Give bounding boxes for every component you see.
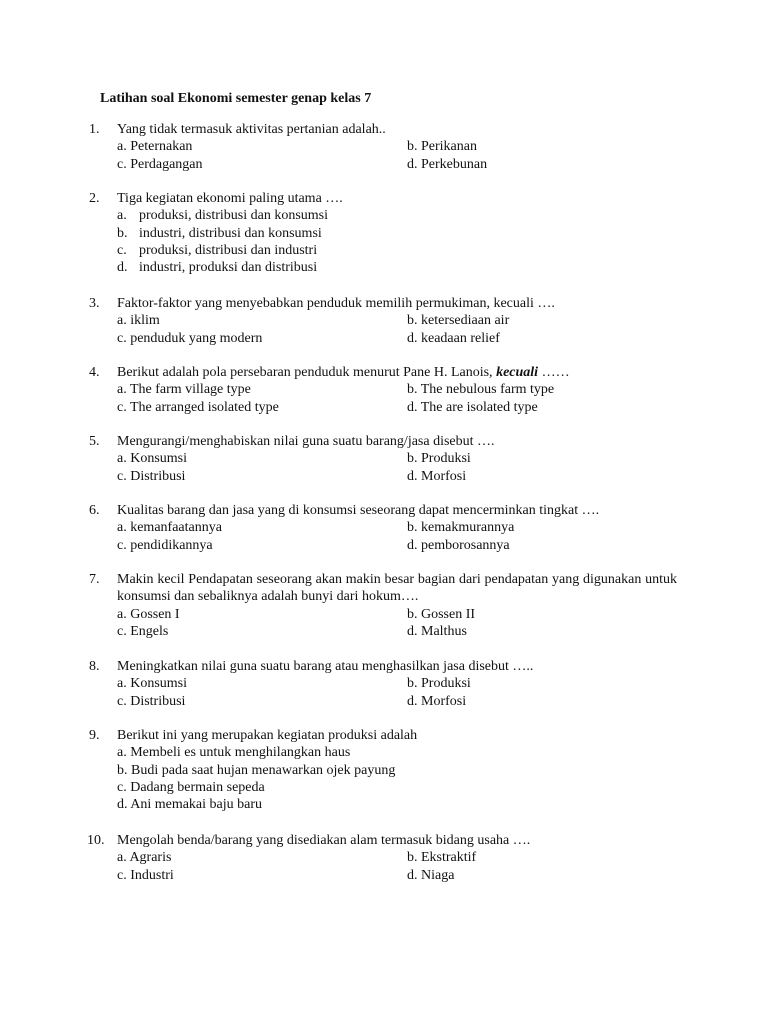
option-a: a. Gossen I: [117, 606, 180, 622]
option-c: c. pendidikannya: [117, 537, 213, 553]
question-number: 2.: [89, 191, 100, 206]
question-stem: Meningkatkan nilai guna suatu barang atau menghasilkan jasa disebut …..: [117, 659, 534, 674]
option-b: b. Ekstraktif: [407, 850, 477, 866]
option-b: b. ketersediaan air: [407, 313, 510, 329]
option-b: b. The nebulous farm type: [407, 382, 555, 398]
option-c: c. Engels: [117, 623, 169, 639]
option-c: c. Distribusi: [117, 468, 186, 484]
option-a: a. iklim: [117, 313, 160, 329]
option-c: c. Distribusi: [117, 693, 186, 709]
question-number: 6.: [89, 503, 100, 518]
question-number: 5.: [89, 434, 100, 449]
option-d: d. Perkebunan: [407, 156, 488, 172]
stem-keyword: kecuali: [496, 365, 539, 380]
option-d: d. pemborosannya: [407, 537, 510, 553]
option-letter: a.: [117, 208, 127, 224]
question-stem: Berikut ini yang merupakan kegiatan produksi adalah: [117, 728, 418, 743]
option-c: c. Industri: [117, 867, 174, 883]
stem-text: Berikut adalah pola persebaran penduduk menurut Pane H. Lanois,: [117, 365, 497, 380]
question-number: 7.: [89, 572, 100, 587]
question-number: 8.: [89, 659, 100, 674]
option-b: b. Produksi: [407, 451, 471, 467]
question-stem: Faktor-faktor yang menyebabkan penduduk memilih permukiman, kecuali ….: [117, 296, 555, 311]
option-d: d. keadaan relief: [407, 330, 500, 346]
question-number: 10.: [87, 833, 105, 848]
option-text: industri, distribusi dan konsumsi: [139, 225, 322, 241]
option-letter: d.: [117, 260, 128, 276]
question-stem: Makin kecil Pendapatan seseorang akan makin besar bagian dari pendapatan yang digunakan untuk konsumsi dan sebaliknya adalah bunyi dari hokum….: [117, 572, 677, 605]
worksheet-title: Latihan soal Ekonomi semester genap kelas 7: [100, 91, 372, 106]
question-stem: [117, 364, 677, 381]
question-stem: Mengolah benda/barang yang disediakan alam termasuk bidang usaha ….: [117, 833, 531, 848]
option-text: industri, produksi dan distribusi: [139, 260, 318, 276]
option-a: a. The farm village type: [117, 382, 251, 398]
option-d: d. Morfosi: [407, 693, 467, 709]
question-number: 4.: [89, 365, 100, 380]
option-b: b. Gossen II: [407, 606, 476, 622]
question-number: 1.: [89, 122, 100, 137]
option-d: d. Malthus: [407, 623, 467, 639]
question-stem: Yang tidak termasuk aktivitas pertanian adalah..: [117, 122, 386, 137]
option-c: c. The arranged isolated type: [117, 399, 279, 415]
option-d: d. Morfosi: [407, 468, 467, 484]
question-stem: Kualitas barang dan jasa yang di konsumsi seseorang dapat mencerminkan tingkat ….: [117, 503, 600, 518]
stem-ellipsis: ……: [538, 365, 570, 380]
option-letter: c.: [117, 242, 127, 258]
option-c: c. Dadang bermain sepeda: [117, 779, 265, 795]
option-b: b. kemakmurannya: [407, 520, 515, 536]
question-stem: Mengurangi/menghabiskan nilai guna suatu barang/jasa disebut ….: [117, 434, 495, 449]
option-b: b. Perikanan: [407, 139, 477, 155]
option-d: d. Ani memakai baju baru: [117, 797, 263, 813]
option-a: a. Konsumsi: [117, 676, 187, 692]
option-text: produksi, distribusi dan konsumsi: [139, 208, 329, 224]
option-letter: b.: [117, 225, 128, 241]
option-b: b. Budi pada saat hujan menawarkan ojek payung: [117, 762, 396, 778]
question-stem: Tiga kegiatan ekonomi paling utama ….: [117, 191, 343, 206]
option-c: c. Perdagangan: [117, 156, 203, 172]
option-a: a. kemanfaatannya: [117, 520, 222, 536]
question-number: 3.: [89, 296, 100, 311]
option-b: b. Produksi: [407, 676, 471, 692]
option-d: d. The are isolated type: [407, 399, 538, 415]
option-a: a. Peternakan: [117, 139, 193, 155]
option-d: d. Niaga: [407, 867, 455, 883]
option-a: a. Konsumsi: [117, 451, 187, 467]
option-a: a. Agraris: [117, 850, 172, 866]
question-number: 9.: [89, 728, 100, 743]
option-a: a. Membeli es untuk menghilangkan haus: [117, 745, 351, 761]
option-text: produksi, distribusi dan industri: [139, 242, 318, 258]
option-c: c. penduduk yang modern: [117, 330, 263, 346]
